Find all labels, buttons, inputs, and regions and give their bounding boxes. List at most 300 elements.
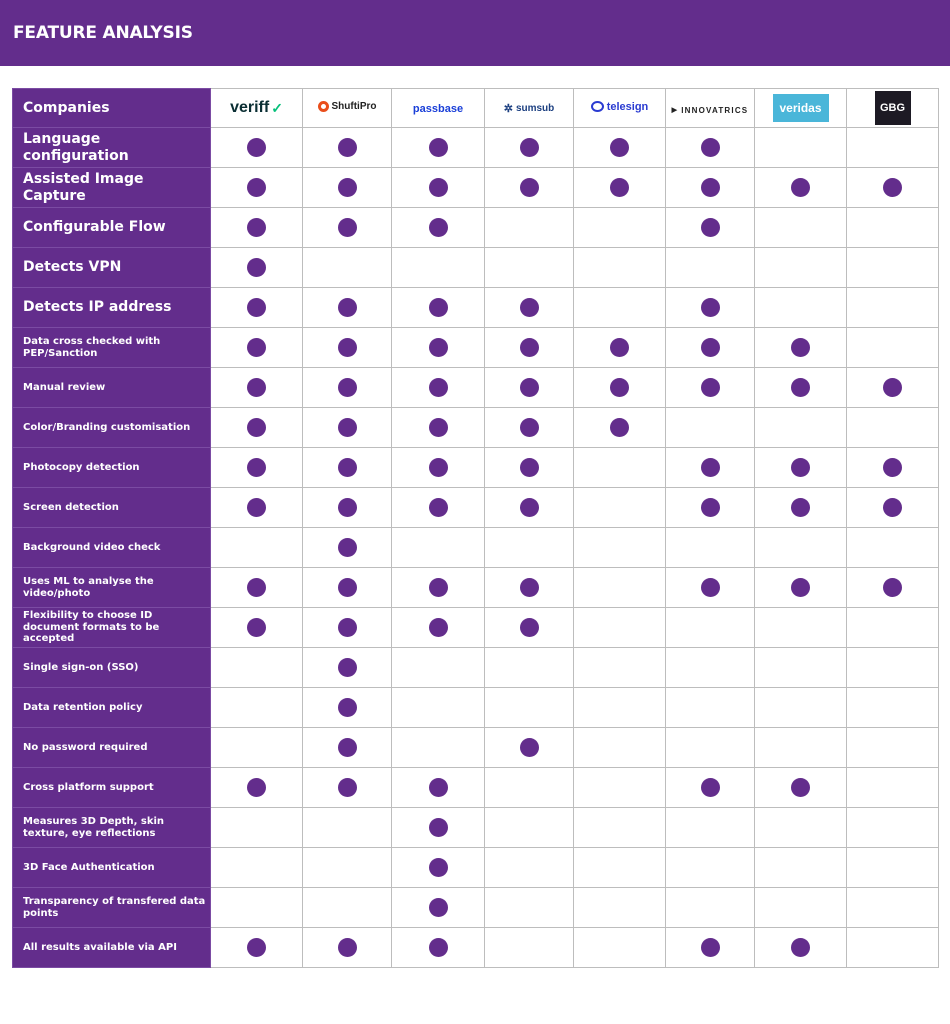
company-passbase [392, 89, 485, 128]
feature-cell [485, 568, 574, 608]
feature-cell [666, 328, 755, 368]
supported-dot-icon [701, 458, 720, 477]
supported-dot-icon [883, 578, 902, 597]
feature-cell [666, 608, 755, 648]
feature-cell [211, 568, 303, 608]
feature-cell [211, 248, 303, 288]
supported-dot-icon [247, 218, 266, 237]
feature-cell [211, 408, 303, 448]
feature-cell [847, 728, 939, 768]
supported-dot-icon [791, 458, 810, 477]
feature-label: Background video check [13, 528, 211, 568]
feature-cell [211, 448, 303, 488]
feature-cell [392, 488, 485, 528]
supported-dot-icon [247, 258, 266, 277]
feature-cell [574, 288, 666, 328]
supported-dot-icon [520, 178, 539, 197]
supported-dot-icon [429, 458, 448, 477]
feature-cell [211, 528, 303, 568]
feature-cell [211, 888, 303, 928]
feature-cell [755, 768, 847, 808]
company-innovatrics [666, 89, 755, 128]
supported-dot-icon [791, 498, 810, 517]
feature-cell [303, 928, 392, 968]
feature-cell [666, 648, 755, 688]
feature-cell [574, 368, 666, 408]
page-header [0, 0, 950, 66]
innovatrics-logo: ▶ INNOVATRICS [671, 105, 749, 115]
supported-dot-icon [520, 738, 539, 757]
feature-cell [392, 248, 485, 288]
feature-cell [847, 128, 939, 168]
supported-dot-icon [701, 578, 720, 597]
feature-cell [755, 528, 847, 568]
feature-cell [847, 608, 939, 648]
feature-label: Configurable Flow [13, 208, 211, 248]
feature-cell [303, 688, 392, 728]
feature-cell [755, 848, 847, 888]
feature-cell [847, 888, 939, 928]
supported-dot-icon [701, 778, 720, 797]
feature-label: Language configuration [13, 128, 211, 168]
feature-cell [666, 568, 755, 608]
company-telesign [574, 89, 666, 128]
supported-dot-icon [520, 418, 539, 437]
feature-cell [485, 208, 574, 248]
supported-dot-icon [520, 378, 539, 397]
feature-cell [574, 168, 666, 208]
supported-dot-icon [429, 218, 448, 237]
table-row [13, 368, 939, 408]
feature-cell [666, 688, 755, 728]
feature-cell [574, 648, 666, 688]
supported-dot-icon [429, 338, 448, 357]
feature-cell [666, 368, 755, 408]
table-row [13, 888, 939, 928]
feature-label: Measures 3D Depth, skin texture, eye reflections [13, 808, 211, 848]
feature-label: Flexibility to choose ID document formats to be accepted [13, 608, 211, 648]
supported-dot-icon [610, 378, 629, 397]
feature-cell [666, 808, 755, 848]
feature-cell [755, 608, 847, 648]
supported-dot-icon [701, 138, 720, 157]
table-row [13, 128, 939, 168]
feature-cell [847, 328, 939, 368]
feature-cell [666, 728, 755, 768]
feature-label: Data cross checked with PEP/Sanction [13, 328, 211, 368]
supported-dot-icon [701, 338, 720, 357]
feature-cell [574, 928, 666, 968]
supported-dot-icon [883, 458, 902, 477]
feature-cell [847, 568, 939, 608]
feature-cell [755, 488, 847, 528]
supported-dot-icon [610, 178, 629, 197]
feature-cell [574, 448, 666, 488]
supported-dot-icon [247, 298, 266, 317]
feature-cell [574, 848, 666, 888]
feature-cell [574, 808, 666, 848]
feature-cell [485, 128, 574, 168]
feature-cell [485, 368, 574, 408]
passbase-logo: passbase [412, 103, 464, 115]
feature-cell [847, 808, 939, 848]
feature-cell [211, 608, 303, 648]
feature-cell [755, 568, 847, 608]
feature-cell [485, 928, 574, 968]
feature-cell [666, 768, 755, 808]
feature-cell [574, 728, 666, 768]
supported-dot-icon [338, 298, 357, 317]
feature-cell [392, 288, 485, 328]
feature-cell [392, 688, 485, 728]
feature-cell [303, 648, 392, 688]
feature-label: Uses ML to analyse the video/photo [13, 568, 211, 608]
feature-cell [666, 408, 755, 448]
feature-cell [211, 368, 303, 408]
feature-cell [303, 208, 392, 248]
feature-cell [847, 288, 939, 328]
company-sumsub [485, 89, 574, 128]
feature-cell [485, 448, 574, 488]
feature-cell [211, 128, 303, 168]
table-header-row [13, 89, 939, 128]
feature-cell [485, 528, 574, 568]
feature-cell [755, 808, 847, 848]
supported-dot-icon [791, 338, 810, 357]
feature-cell [755, 368, 847, 408]
table-row [13, 928, 939, 968]
supported-dot-icon [338, 658, 357, 677]
feature-cell [303, 528, 392, 568]
supported-dot-icon [338, 378, 357, 397]
supported-dot-icon [701, 298, 720, 317]
table-row [13, 848, 939, 888]
table-row [13, 768, 939, 808]
feature-cell [303, 448, 392, 488]
supported-dot-icon [429, 298, 448, 317]
table-row [13, 168, 939, 208]
supported-dot-icon [338, 498, 357, 517]
feature-cell [392, 648, 485, 688]
feature-cell [303, 328, 392, 368]
company-gbg [847, 89, 939, 128]
feature-cell [666, 928, 755, 968]
feature-cell [485, 408, 574, 448]
feature-label: 3D Face Authentication [13, 848, 211, 888]
supported-dot-icon [520, 498, 539, 517]
supported-dot-icon [429, 818, 448, 837]
feature-label: Color/Branding customisation [13, 408, 211, 448]
feature-cell [574, 528, 666, 568]
supported-dot-icon [610, 338, 629, 357]
feature-cell [303, 288, 392, 328]
feature-cell [303, 248, 392, 288]
table-row [13, 608, 939, 648]
table-row [13, 568, 939, 608]
supported-dot-icon [429, 778, 448, 797]
feature-cell [847, 408, 939, 448]
supported-dot-icon [883, 178, 902, 197]
feature-cell [847, 368, 939, 408]
feature-cell [303, 848, 392, 888]
supported-dot-icon [247, 458, 266, 477]
feature-cell [755, 328, 847, 368]
feature-cell [574, 328, 666, 368]
table-row [13, 248, 939, 288]
supported-dot-icon [338, 578, 357, 597]
table-row [13, 808, 939, 848]
supported-dot-icon [429, 898, 448, 917]
company-veridas [755, 89, 847, 128]
table-row [13, 728, 939, 768]
feature-comparison-table [12, 88, 939, 968]
feature-cell [392, 128, 485, 168]
companies-header: Companies [13, 89, 211, 128]
feature-cell [303, 728, 392, 768]
supported-dot-icon [338, 178, 357, 197]
supported-dot-icon [520, 338, 539, 357]
supported-dot-icon [791, 778, 810, 797]
company-veriff [211, 89, 303, 128]
supported-dot-icon [247, 338, 266, 357]
table-row [13, 208, 939, 248]
feature-cell [574, 408, 666, 448]
feature-cell [485, 168, 574, 208]
feature-cell [755, 648, 847, 688]
feature-cell [755, 208, 847, 248]
feature-cell [485, 488, 574, 528]
feature-cell [392, 928, 485, 968]
feature-cell [211, 208, 303, 248]
supported-dot-icon [338, 218, 357, 237]
supported-dot-icon [429, 498, 448, 517]
feature-label: Photocopy detection [13, 448, 211, 488]
supported-dot-icon [247, 498, 266, 517]
feature-label: Transparency of transfered data points [13, 888, 211, 928]
feature-cell [485, 728, 574, 768]
feature-cell [211, 168, 303, 208]
feature-label: No password required [13, 728, 211, 768]
feature-cell [485, 248, 574, 288]
table-row [13, 688, 939, 728]
feature-cell [392, 328, 485, 368]
feature-cell [847, 448, 939, 488]
feature-cell [847, 528, 939, 568]
supported-dot-icon [791, 378, 810, 397]
veridas-logo: veridas [773, 94, 829, 122]
feature-cell [485, 328, 574, 368]
feature-cell [574, 888, 666, 928]
table-row [13, 328, 939, 368]
page-title: FEATURE ANALYSIS [13, 23, 193, 43]
feature-label: Manual review [13, 368, 211, 408]
feature-cell [392, 168, 485, 208]
feature-cell [303, 128, 392, 168]
feature-cell [847, 848, 939, 888]
supported-dot-icon [247, 178, 266, 197]
feature-cell [485, 808, 574, 848]
shufti-pro-logo: ShuftiPro [318, 101, 377, 112]
feature-cell [211, 488, 303, 528]
supported-dot-icon [338, 458, 357, 477]
feature-cell [392, 208, 485, 248]
feature-cell [211, 648, 303, 688]
feature-cell [485, 608, 574, 648]
supported-dot-icon [247, 938, 266, 957]
feature-cell [574, 608, 666, 648]
supported-dot-icon [338, 418, 357, 437]
supported-dot-icon [338, 738, 357, 757]
feature-cell [574, 248, 666, 288]
table-row [13, 448, 939, 488]
supported-dot-icon [791, 578, 810, 597]
feature-label: Assisted Image Capture [13, 168, 211, 208]
feature-cell [755, 888, 847, 928]
gbg-logo: GBG [875, 91, 911, 125]
feature-cell [574, 128, 666, 168]
feature-cell [392, 408, 485, 448]
supported-dot-icon [701, 378, 720, 397]
feature-cell [847, 688, 939, 728]
veriff-logo: veriff ✓ [230, 99, 283, 116]
feature-cell [666, 488, 755, 528]
feature-cell [755, 448, 847, 488]
feature-cell [666, 128, 755, 168]
supported-dot-icon [429, 938, 448, 957]
company-shuftipro [303, 89, 392, 128]
supported-dot-icon [701, 938, 720, 957]
feature-cell [303, 408, 392, 448]
supported-dot-icon [701, 178, 720, 197]
supported-dot-icon [883, 498, 902, 517]
feature-cell [211, 928, 303, 968]
feature-cell [392, 448, 485, 488]
table-row [13, 408, 939, 448]
feature-cell [303, 568, 392, 608]
feature-cell [847, 168, 939, 208]
feature-cell [574, 768, 666, 808]
feature-cell [847, 648, 939, 688]
feature-cell [303, 768, 392, 808]
supported-dot-icon [610, 138, 629, 157]
supported-dot-icon [520, 618, 539, 637]
feature-cell [485, 648, 574, 688]
feature-cell [392, 528, 485, 568]
feature-cell [211, 808, 303, 848]
supported-dot-icon [429, 618, 448, 637]
feature-cell [666, 288, 755, 328]
feature-cell [485, 768, 574, 808]
feature-cell [211, 768, 303, 808]
feature-cell [211, 328, 303, 368]
feature-cell [485, 848, 574, 888]
feature-cell [574, 568, 666, 608]
feature-cell [666, 248, 755, 288]
supported-dot-icon [520, 578, 539, 597]
feature-cell [847, 488, 939, 528]
supported-dot-icon [338, 618, 357, 637]
feature-cell [392, 808, 485, 848]
supported-dot-icon [429, 418, 448, 437]
feature-cell [666, 528, 755, 568]
supported-dot-icon [701, 218, 720, 237]
feature-label: All results available via API [13, 928, 211, 968]
supported-dot-icon [429, 578, 448, 597]
supported-dot-icon [247, 778, 266, 797]
supported-dot-icon [520, 458, 539, 477]
supported-dot-icon [791, 938, 810, 957]
feature-cell [485, 888, 574, 928]
feature-label: Detects IP address [13, 288, 211, 328]
feature-cell [755, 248, 847, 288]
sumsub-logo: ✲ sumsub [503, 103, 555, 115]
supported-dot-icon [520, 138, 539, 157]
feature-cell [392, 848, 485, 888]
supported-dot-icon [429, 858, 448, 877]
supported-dot-icon [883, 378, 902, 397]
feature-cell [666, 168, 755, 208]
feature-cell [666, 208, 755, 248]
table-row [13, 648, 939, 688]
table-row [13, 288, 939, 328]
feature-cell [755, 728, 847, 768]
feature-cell [211, 288, 303, 328]
feature-label: Cross platform support [13, 768, 211, 808]
supported-dot-icon [791, 178, 810, 197]
feature-cell [303, 168, 392, 208]
supported-dot-icon [701, 498, 720, 517]
supported-dot-icon [247, 618, 266, 637]
supported-dot-icon [338, 338, 357, 357]
feature-cell [211, 688, 303, 728]
table-row [13, 488, 939, 528]
feature-label: Single sign-on (SSO) [13, 648, 211, 688]
supported-dot-icon [429, 378, 448, 397]
feature-cell [666, 848, 755, 888]
feature-cell [847, 248, 939, 288]
supported-dot-icon [338, 778, 357, 797]
feature-cell [755, 928, 847, 968]
supported-dot-icon [247, 578, 266, 597]
feature-label: Detects VPN [13, 248, 211, 288]
supported-dot-icon [429, 178, 448, 197]
feature-cell [211, 728, 303, 768]
feature-cell [303, 488, 392, 528]
feature-cell [666, 448, 755, 488]
feature-cell [392, 888, 485, 928]
supported-dot-icon [338, 938, 357, 957]
feature-cell [755, 288, 847, 328]
feature-cell [392, 608, 485, 648]
feature-label: Screen detection [13, 488, 211, 528]
feature-cell [574, 208, 666, 248]
feature-cell [847, 928, 939, 968]
supported-dot-icon [338, 698, 357, 717]
feature-cell [211, 848, 303, 888]
feature-cell [303, 888, 392, 928]
supported-dot-icon [610, 418, 629, 437]
feature-cell [303, 368, 392, 408]
feature-cell [392, 728, 485, 768]
feature-cell [485, 688, 574, 728]
feature-cell [847, 208, 939, 248]
supported-dot-icon [338, 538, 357, 557]
feature-cell [392, 768, 485, 808]
feature-label: Data retention policy [13, 688, 211, 728]
supported-dot-icon [338, 138, 357, 157]
feature-cell [755, 688, 847, 728]
feature-cell [847, 768, 939, 808]
